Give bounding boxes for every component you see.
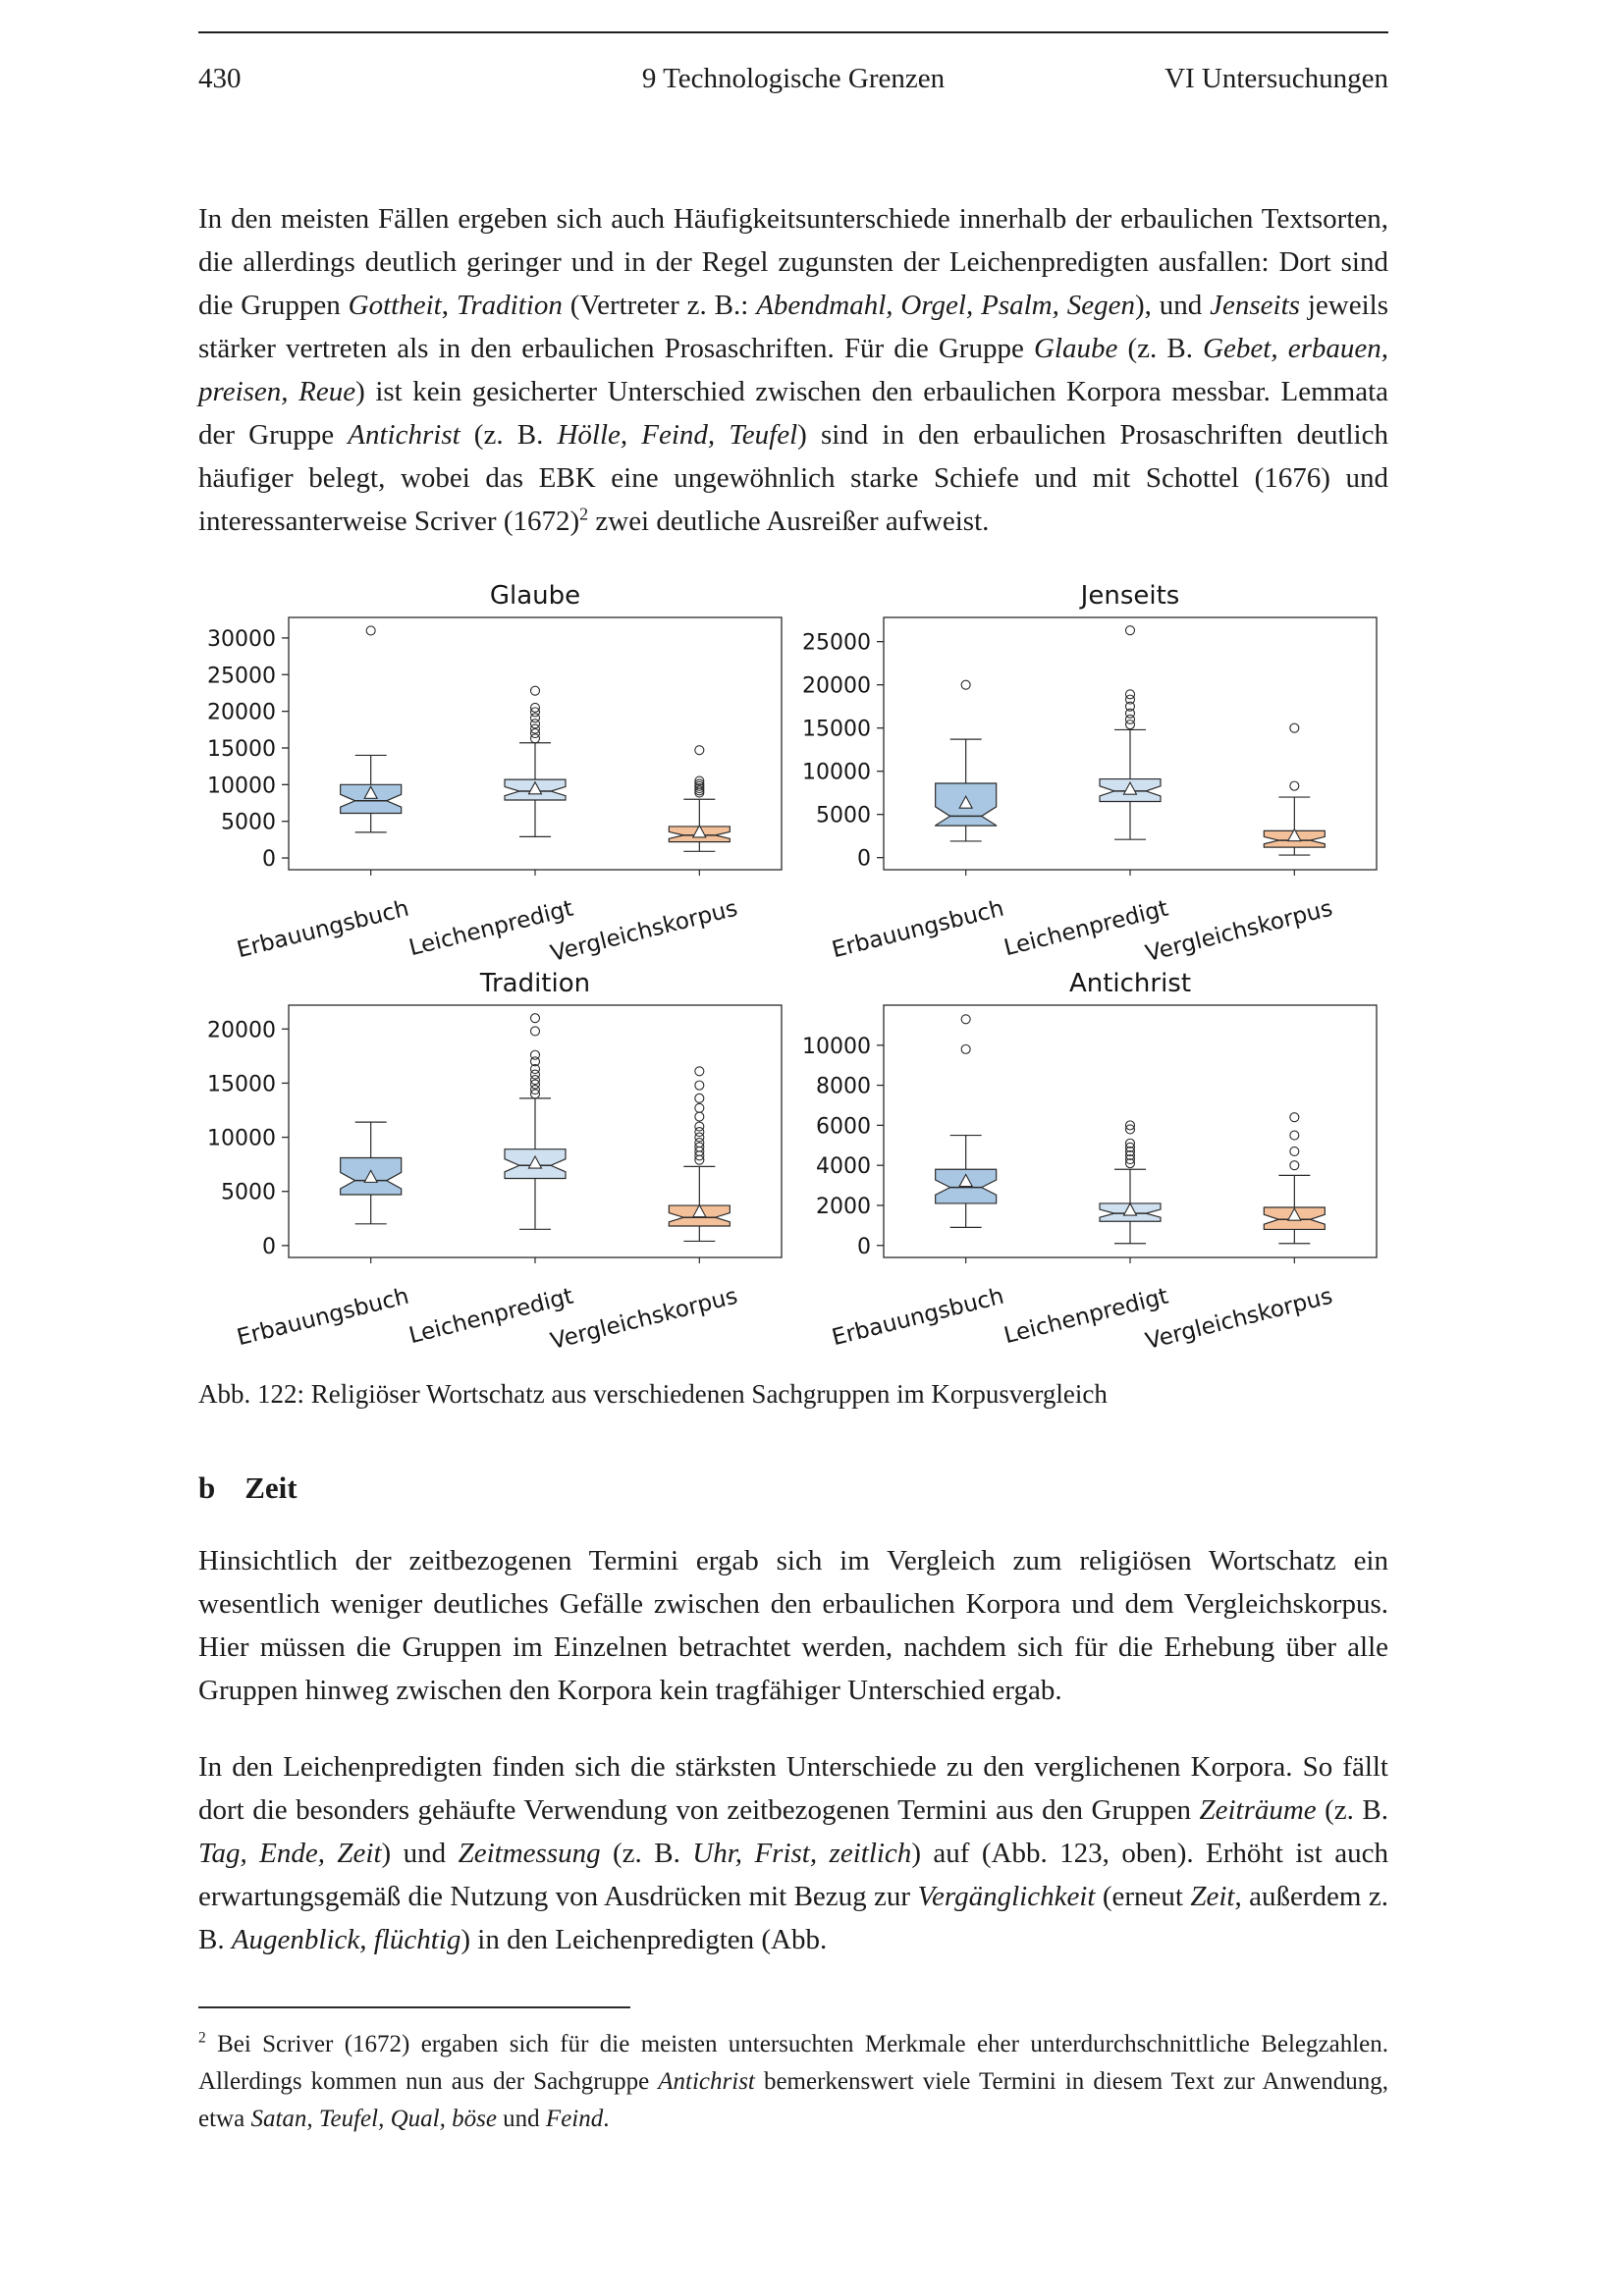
italic-term: Uhr, Frist, zeitlich (692, 1838, 912, 1869)
italic-term: Augenblick, flüchtig (231, 1924, 461, 1955)
svg-text:25000: 25000 (802, 630, 871, 656)
text-segment: zwei deutliche Ausreißer aufweist. (588, 506, 990, 537)
x-category-label: Vergleichskorpus (1143, 1283, 1335, 1354)
svg-text:15000: 15000 (207, 1072, 276, 1097)
svg-text:10000: 10000 (802, 1034, 871, 1059)
text-segment: Hinsichtlich der zeitbezogenen Termini ergab sich im Vergleich zum religiösen Wortschatz ein wesentlich weniger deutliches Gefälle zwischen den erbaulichen Korpora und dem Vergleichskorpus. Hier müssen die Gruppen im Einzelnen betrachtet werden, nachdem sich für die Erhebung über alle Gruppen hinweg zwischen den Korpora kein tragfähiger Unterschied ergab. (198, 1545, 1388, 1706)
paragraph-zeit-intro (198, 1539, 1388, 1712)
x-category-label: Vergleichskorpus (1143, 895, 1335, 966)
italic-term: Tag, Ende, Zeit (198, 1838, 382, 1869)
italic-term: Abendmahl, Orgel, Psalm, Segen (756, 290, 1135, 321)
x-category-label: Leichenpredigt (1001, 895, 1171, 962)
footnote-2 (198, 2026, 1388, 2138)
italic-term: Vergänglichkeit (917, 1881, 1096, 1912)
svg-text:15000: 15000 (207, 736, 276, 762)
italic-term: Zeiträume (1199, 1794, 1317, 1826)
italic-term: Glaube (1033, 333, 1118, 364)
svg-text:5000: 5000 (221, 1180, 276, 1205)
svg-text:10000: 10000 (207, 1126, 276, 1151)
italic-term: Jenseits (1210, 290, 1300, 321)
text-segment: (Vertreter z. B.: (562, 290, 757, 321)
boxplot-chart-tradition (198, 966, 793, 1354)
page-content (198, 0, 1388, 2138)
text-segment: ), und (1134, 290, 1211, 321)
x-category-label: Vergleichskorpus (548, 1283, 740, 1354)
header-chapter: 9 Technologische Grenzen (641, 63, 946, 94)
italic-term: Tradition (456, 290, 563, 321)
svg-text:0: 0 (262, 847, 276, 873)
running-head (198, 63, 1388, 95)
text-segment: (z. B. (1117, 333, 1204, 364)
paragraph-religious-vocabulary (198, 197, 1388, 543)
svg-text:0: 0 (857, 1234, 871, 1259)
text-segment: (z. B. (1316, 1794, 1388, 1826)
footnote-ref: 2 (198, 2029, 206, 2047)
x-category-label: Erbauungsbuch (234, 895, 412, 964)
boxplot-chart-jenseits (793, 578, 1388, 966)
page-number: 430 (198, 63, 242, 94)
italic-term: Zeit (1190, 1881, 1235, 1912)
text-segment: In den Leichenpredigten finden sich die stärksten Unterschiede zu den verglichenen Korpora. So fällt dort die besonders gehäufte Verwendung von zeitbezogenen Termini aus den Gruppen (198, 1751, 1388, 1826)
section-title: Zeit (244, 1470, 298, 1505)
text-segment: (z. B. (460, 419, 558, 451)
y-axis (802, 1035, 884, 1259)
italic-term: Gottheit (348, 290, 442, 321)
header-part: VI Untersuchungen (1164, 63, 1388, 94)
x-category-label: Erbauungsbuch (234, 1283, 412, 1352)
x-category-label: Vergleichskorpus (548, 895, 740, 966)
chart-title: Glaube (489, 581, 581, 611)
boxplot-chart-glaube (198, 578, 793, 966)
svg-text:5000: 5000 (221, 810, 276, 835)
boxplot-svg-tradition (198, 966, 793, 1354)
text-segment: jeweils stärker vertreten als in den erbaulichen Prosaschriften. Für die Gruppe (198, 290, 1388, 364)
figure-caption: Abb. 122: Religiöser Wortschatz aus verschiedenen Sachgruppen im Korpusvergleich (198, 1379, 1108, 1409)
italic-term: Antichrist (348, 419, 460, 451)
italic-term: Antichrist (658, 2068, 755, 2095)
text-segment: (z. B. (600, 1838, 693, 1869)
svg-text:10000: 10000 (802, 760, 871, 785)
svg-text:0: 0 (857, 846, 871, 872)
text-segment: bemerkenswert viele Termini in diesem Text zur Anwendung, etwa (198, 2068, 1388, 2132)
section-label: b (198, 1470, 216, 1505)
x-category-label: Erbauungsbuch (829, 1283, 1007, 1352)
footnote-ref: 2 (579, 504, 589, 524)
text-segment: (erneut (1095, 1881, 1191, 1912)
svg-text:15000: 15000 (802, 717, 871, 742)
x-category-label: Leichenpredigt (406, 895, 576, 962)
chart-title: Tradition (479, 969, 591, 998)
text-segment: ) und (381, 1838, 459, 1869)
section-heading-zeit (198, 1470, 1388, 1506)
x-category-label: Leichenpredigt (1001, 1283, 1171, 1350)
text-segment: ) ist kein gesicherter Unterschied zwischen den erbaulichen Korpora messbar. Lemmata der Gruppe (198, 376, 1388, 451)
text-segment: ) in den Leichenpredigten (Abb. (460, 1924, 828, 1955)
text-segment: ) sind in den erbaulichen Prosaschriften deutlich häufiger belegt, wobei das EBK eine ungewöhnlich starke Schiefe und mit Schottel (1676) und interessanterweise Scriver (1672) (198, 419, 1388, 537)
svg-text:4000: 4000 (816, 1154, 871, 1180)
svg-text:10000: 10000 (207, 774, 276, 799)
boxplot-chart-antichrist (793, 966, 1388, 1354)
y-axis (207, 1018, 289, 1259)
text-segment: , (441, 290, 457, 321)
boxplot-svg-glaube (198, 578, 793, 966)
chart-title: Antichrist (1068, 969, 1192, 998)
svg-text:25000: 25000 (207, 664, 276, 689)
figure-abb-122 (198, 578, 1388, 1354)
boxplot-svg-antichrist (793, 966, 1388, 1354)
text-segment: Bei Scriver (1672) ergaben sich für die meisten untersuchten Merkmale eher unterdurchschnittliche Belegzahlen. Allerdings kommen nun aus der Sachgruppe (198, 2031, 1388, 2095)
italic-term: Feind (545, 2106, 604, 2132)
italic-term: Satan, Teufel, Qual, böse (250, 2106, 497, 2132)
svg-text:20000: 20000 (207, 1018, 276, 1043)
italic-term: Zeitmessung (458, 1838, 601, 1869)
boxplot-svg-jenseits (793, 578, 1388, 966)
x-category-label: Leichenpredigt (406, 1283, 576, 1350)
x-category-label: Erbauungsbuch (829, 895, 1007, 964)
svg-text:5000: 5000 (816, 803, 871, 828)
svg-text:20000: 20000 (802, 673, 871, 699)
svg-text:6000: 6000 (816, 1114, 871, 1140)
footnote-separator (198, 2006, 630, 2008)
paragraph-leichenpredigten-zeit (198, 1745, 1388, 1961)
svg-text:8000: 8000 (816, 1074, 871, 1099)
y-axis (802, 631, 884, 872)
text-segment: In den meisten Fällen ergeben sich auch Häufigkeitsunterschiede innerhalb der erbaulichen Textsorten, die allerdings deutlich geringer und in der Regel zugunsten der Leichenpredigten ausfallen: Dort sind die Gruppen (198, 203, 1388, 321)
svg-text:30000: 30000 (207, 626, 276, 652)
svg-text:20000: 20000 (207, 700, 276, 725)
text-segment: ) auf (Abb. 123, oben). Erhöht ist auch erwartungsgemäß die Nutzung von Ausdrücken mit Bezug zur (198, 1838, 1388, 1912)
italic-term: Gebet, erbauen, preisen, Reue (198, 333, 1389, 407)
chart-title: Jenseits (1080, 581, 1180, 611)
svg-text:2000: 2000 (816, 1194, 871, 1219)
header-rule (198, 31, 1388, 33)
text-segment: . (603, 2106, 610, 2132)
italic-term: Hölle, Feind, Teufel (557, 419, 798, 451)
text-segment: , außerdem z. B. (198, 1881, 1389, 1955)
y-axis (207, 627, 289, 872)
text-segment: und (496, 2106, 546, 2132)
svg-text:0: 0 (262, 1234, 276, 1259)
